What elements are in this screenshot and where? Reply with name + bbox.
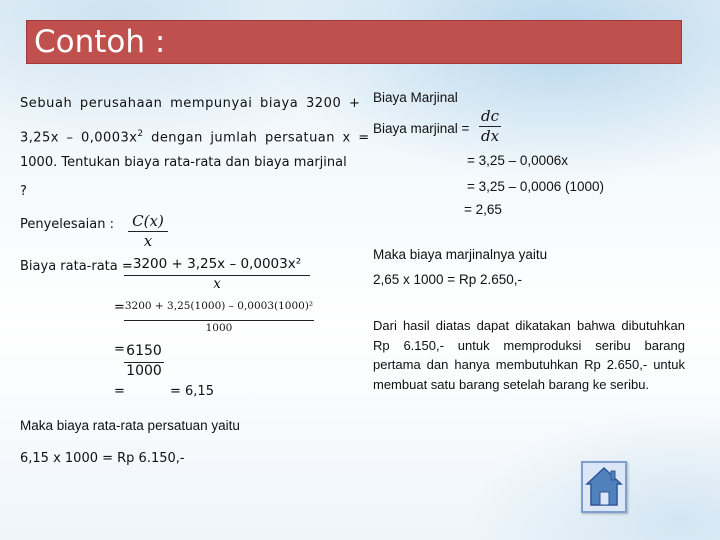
title-bar [26,20,682,64]
substitution-fraction [124,300,314,334]
equals-sign-2: = [114,342,125,357]
marginal-conclusion-1: Maka biaya marjinalnya yaitu [373,247,548,262]
average-result: = 6,15 [170,384,214,399]
simplified-fraction [124,343,164,379]
marginal-step-2: = 3,25 – 0,0006 (1000) [467,179,604,194]
penyelesaian-label: Penyelesaian : [20,217,114,232]
problem-line-3: 1000. Tentukan biaya rata-rata dan biaya marjinal [20,155,347,170]
cx-denominator: x [128,231,168,250]
house-icon [583,463,625,511]
problem-line-2-a: 3,25x – 0,0003x [20,130,138,146]
slide-title: Contoh : [34,24,166,60]
simplified-denominator: 1000 [124,362,164,379]
problem-line-2 [20,126,370,146]
avg-fraction [124,256,310,292]
exponent: 2 [137,129,144,139]
problem-line-4: ? [20,184,27,199]
marginal-heading: Biaya Marjinal [373,90,458,105]
home-button[interactable] [581,461,627,513]
substitution-numerator: 3200 + 3,25(1000) – 0,0003(1000)² [124,300,314,312]
problem-line-1: Sebuah perusahaan mempunyai biaya 3200 + [20,96,361,111]
average-conclusion-2: 6,15 x 1000 = Rp 6.150,- [20,451,185,466]
cx-fraction [128,212,168,250]
equals-sign-3: = [114,384,125,399]
marginal-step-3: = 2,65 [464,202,502,217]
summary-paragraph: Dari hasil diatas dapat dikatakan bahwa dibutuhkan Rp 6.150,- untuk memproduksi seribu barang pertama dan hanya membutuhkan Rp 2.650,- untuk membuat satu barang setelah barang ke seribu. [373,318,685,392]
marginal-label: Biaya marjinal = [373,121,470,136]
derivative-numerator: dc [480,107,499,125]
avg-denominator: x [124,275,310,292]
substitution-denominator: 1000 [124,320,314,334]
simplified-numerator: 6150 [126,343,162,359]
derivative-fraction [479,107,501,145]
problem-line-2-b: dengan jumlah persatuan x = [143,130,370,146]
equals-sign-1: = [114,300,125,315]
cx-numerator: C(x) [132,212,164,230]
marginal-step-1: = 3,25 – 0,0006x [467,153,568,168]
avg-numerator: 3200 + 3,25x – 0,0003x² [132,256,302,272]
average-conclusion-1: Maka biaya rata-rata persatuan yaitu [20,418,240,433]
marginal-conclusion-2: 2,65 x 1000 = Rp 2.650,- [373,272,522,287]
avg-label: Biaya rata-rata = [20,259,133,274]
derivative-denominator: dx [480,127,500,145]
